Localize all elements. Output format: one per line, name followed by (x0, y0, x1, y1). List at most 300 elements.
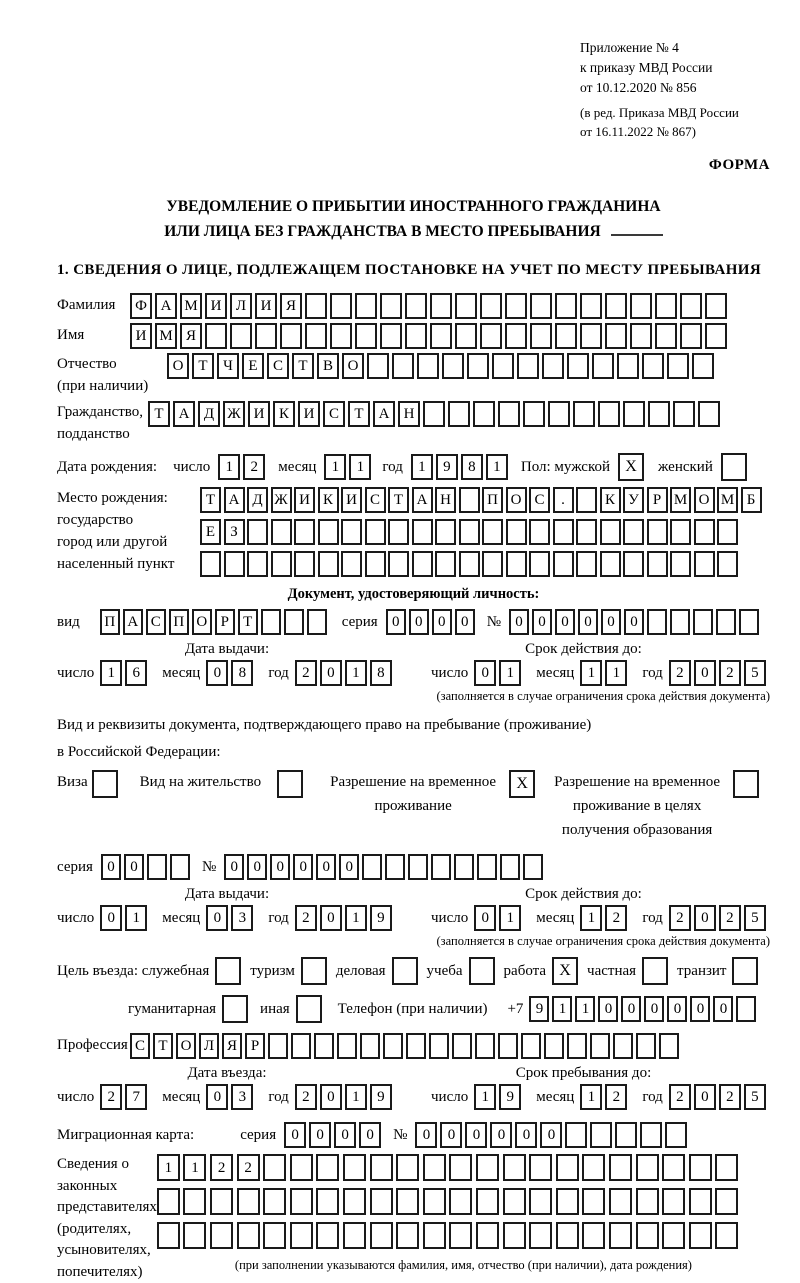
purpose-other-checkbox[interactable] (296, 995, 322, 1023)
char-cell[interactable]: 8 (231, 660, 253, 686)
char-cell[interactable] (449, 1188, 472, 1215)
char-cell[interactable] (263, 1154, 286, 1181)
purpose-study-checkbox[interactable] (469, 957, 495, 985)
char-cell[interactable] (341, 519, 362, 545)
char-cell[interactable] (305, 323, 327, 349)
char-cell[interactable] (365, 551, 386, 577)
char-cell[interactable] (362, 854, 382, 880)
char-cell[interactable]: 0 (690, 996, 710, 1022)
char-cell[interactable] (503, 1188, 526, 1215)
char-cell[interactable] (609, 1222, 632, 1249)
char-cell[interactable] (476, 1154, 499, 1181)
char-cell[interactable] (530, 323, 552, 349)
edu-permit-checkbox[interactable] (733, 770, 759, 798)
char-cell[interactable] (476, 1188, 499, 1215)
char-cell[interactable] (553, 519, 574, 545)
char-cell[interactable] (183, 1222, 206, 1249)
char-cell[interactable]: 7 (125, 1084, 147, 1110)
char-cell[interactable] (556, 1154, 579, 1181)
visa-checkbox[interactable] (92, 770, 118, 798)
char-cell[interactable] (505, 293, 527, 319)
purpose-humanitarian-checkbox[interactable] (222, 995, 248, 1023)
char-cell[interactable] (736, 996, 756, 1022)
char-cell[interactable] (716, 609, 736, 635)
char-cell[interactable]: Е (242, 353, 264, 379)
char-cell[interactable] (417, 353, 439, 379)
char-cell[interactable] (592, 353, 614, 379)
char-cell[interactable] (693, 609, 713, 635)
char-cell[interactable] (367, 353, 389, 379)
char-cell[interactable] (600, 519, 621, 545)
char-cell[interactable] (609, 1154, 632, 1181)
purpose-transit-checkbox[interactable] (732, 957, 758, 985)
char-cell[interactable] (263, 1188, 286, 1215)
char-cell[interactable]: 0 (359, 1122, 381, 1148)
char-cell[interactable]: 0 (293, 854, 313, 880)
char-cell[interactable]: К (318, 487, 339, 513)
char-cell[interactable] (337, 1033, 357, 1059)
char-cell[interactable] (498, 401, 520, 427)
char-cell[interactable] (694, 551, 715, 577)
char-cell[interactable] (435, 519, 456, 545)
char-cell[interactable]: 0 (101, 854, 121, 880)
char-cell[interactable] (670, 551, 691, 577)
char-cell[interactable] (529, 519, 550, 545)
char-cell[interactable]: С (130, 1033, 150, 1059)
char-cell[interactable] (449, 1222, 472, 1249)
char-cell[interactable] (268, 1033, 288, 1059)
char-cell[interactable]: 1 (474, 1084, 496, 1110)
char-cell[interactable]: 1 (100, 660, 122, 686)
char-cell[interactable]: 0 (667, 996, 687, 1022)
char-cell[interactable] (459, 519, 480, 545)
char-cell[interactable]: 0 (415, 1122, 437, 1148)
char-cell[interactable]: Я (180, 323, 202, 349)
sex-female-checkbox[interactable] (721, 453, 747, 481)
char-cell[interactable] (290, 1222, 313, 1249)
char-cell[interactable] (408, 854, 428, 880)
char-cell[interactable] (341, 551, 362, 577)
char-cell[interactable]: 0 (206, 660, 228, 686)
char-cell[interactable]: 2 (295, 660, 317, 686)
char-cell[interactable]: Р (215, 609, 235, 635)
char-cell[interactable] (230, 323, 252, 349)
char-cell[interactable]: 1 (499, 660, 521, 686)
char-cell[interactable] (576, 487, 597, 513)
char-cell[interactable]: Т (192, 353, 214, 379)
char-cell[interactable] (473, 401, 495, 427)
char-cell[interactable]: И (298, 401, 320, 427)
char-cell[interactable] (480, 293, 502, 319)
char-cell[interactable] (521, 1033, 541, 1059)
char-cell[interactable]: Я (222, 1033, 242, 1059)
char-cell[interactable]: 2 (605, 905, 627, 931)
char-cell[interactable]: 1 (411, 454, 433, 480)
char-cell[interactable]: И (294, 487, 315, 513)
char-cell[interactable] (388, 519, 409, 545)
char-cell[interactable]: 2 (669, 1084, 691, 1110)
char-cell[interactable] (680, 323, 702, 349)
char-cell[interactable]: 0 (440, 1122, 462, 1148)
char-cell[interactable]: К (600, 487, 621, 513)
char-cell[interactable]: 2 (669, 905, 691, 931)
char-cell[interactable] (739, 609, 759, 635)
char-cell[interactable]: 0 (598, 996, 618, 1022)
char-cell[interactable] (343, 1188, 366, 1215)
char-cell[interactable] (692, 353, 714, 379)
char-cell[interactable]: 3 (231, 1084, 253, 1110)
char-cell[interactable]: 1 (580, 1084, 602, 1110)
char-cell[interactable] (294, 551, 315, 577)
char-cell[interactable]: В (317, 353, 339, 379)
char-cell[interactable] (412, 551, 433, 577)
char-cell[interactable]: 2 (605, 1084, 627, 1110)
char-cell[interactable] (567, 1033, 587, 1059)
char-cell[interactable]: 0 (224, 854, 244, 880)
char-cell[interactable]: Р (245, 1033, 265, 1059)
char-cell[interactable]: Ф (130, 293, 152, 319)
char-cell[interactable]: Т (292, 353, 314, 379)
char-cell[interactable]: 2 (295, 905, 317, 931)
char-cell[interactable] (505, 323, 527, 349)
char-cell[interactable] (316, 1154, 339, 1181)
char-cell[interactable] (529, 551, 550, 577)
char-cell[interactable]: Ж (223, 401, 245, 427)
char-cell[interactable]: . (553, 487, 574, 513)
char-cell[interactable]: 5 (744, 660, 766, 686)
char-cell[interactable] (482, 551, 503, 577)
char-cell[interactable] (423, 401, 445, 427)
char-cell[interactable]: 0 (320, 1084, 342, 1110)
char-cell[interactable] (396, 1188, 419, 1215)
char-cell[interactable] (506, 519, 527, 545)
char-cell[interactable] (406, 1033, 426, 1059)
char-cell[interactable] (380, 323, 402, 349)
char-cell[interactable] (294, 519, 315, 545)
char-cell[interactable]: 9 (529, 996, 549, 1022)
char-cell[interactable] (636, 1154, 659, 1181)
char-cell[interactable]: Н (398, 401, 420, 427)
char-cell[interactable] (459, 551, 480, 577)
char-cell[interactable]: П (482, 487, 503, 513)
char-cell[interactable] (330, 293, 352, 319)
char-cell[interactable]: 0 (474, 905, 496, 931)
char-cell[interactable] (442, 353, 464, 379)
purpose-business-checkbox[interactable] (392, 957, 418, 985)
char-cell[interactable]: 1 (345, 1084, 367, 1110)
char-cell[interactable] (689, 1188, 712, 1215)
char-cell[interactable] (529, 1222, 552, 1249)
char-cell[interactable] (455, 293, 477, 319)
char-cell[interactable] (665, 1122, 687, 1148)
char-cell[interactable] (365, 519, 386, 545)
char-cell[interactable] (667, 353, 689, 379)
char-cell[interactable]: 0 (432, 609, 452, 635)
char-cell[interactable]: 0 (309, 1122, 331, 1148)
char-cell[interactable]: П (100, 609, 120, 635)
char-cell[interactable] (430, 293, 452, 319)
char-cell[interactable]: Л (199, 1033, 219, 1059)
char-cell[interactable] (530, 293, 552, 319)
char-cell[interactable] (555, 293, 577, 319)
char-cell[interactable] (355, 323, 377, 349)
char-cell[interactable] (147, 854, 167, 880)
char-cell[interactable] (659, 1033, 679, 1059)
char-cell[interactable] (542, 353, 564, 379)
char-cell[interactable]: Р (647, 487, 668, 513)
char-cell[interactable] (380, 293, 402, 319)
char-cell[interactable] (623, 519, 644, 545)
char-cell[interactable] (224, 551, 245, 577)
char-cell[interactable] (459, 487, 480, 513)
char-cell[interactable] (670, 519, 691, 545)
char-cell[interactable]: 0 (694, 905, 716, 931)
char-cell[interactable] (698, 401, 720, 427)
char-cell[interactable]: Т (153, 1033, 173, 1059)
char-cell[interactable]: О (342, 353, 364, 379)
char-cell[interactable]: А (123, 609, 143, 635)
char-cell[interactable]: О (192, 609, 212, 635)
char-cell[interactable] (307, 609, 327, 635)
char-cell[interactable]: Л (230, 293, 252, 319)
char-cell[interactable]: 6 (125, 660, 147, 686)
char-cell[interactable]: 0 (270, 854, 290, 880)
char-cell[interactable] (405, 293, 427, 319)
char-cell[interactable] (482, 519, 503, 545)
char-cell[interactable]: И (248, 401, 270, 427)
char-cell[interactable] (503, 1222, 526, 1249)
char-cell[interactable] (680, 293, 702, 319)
char-cell[interactable] (576, 551, 597, 577)
char-cell[interactable] (717, 551, 738, 577)
char-cell[interactable]: О (167, 353, 189, 379)
char-cell[interactable]: 2 (719, 660, 741, 686)
char-cell[interactable]: М (155, 323, 177, 349)
char-cell[interactable]: 0 (644, 996, 664, 1022)
char-cell[interactable]: М (670, 487, 691, 513)
purpose-official-checkbox[interactable] (215, 957, 241, 985)
char-cell[interactable] (673, 401, 695, 427)
purpose-private-checkbox[interactable] (642, 957, 668, 985)
char-cell[interactable] (237, 1222, 260, 1249)
char-cell[interactable] (636, 1188, 659, 1215)
char-cell[interactable] (480, 323, 502, 349)
purpose-work-checkbox[interactable]: X (552, 957, 578, 985)
char-cell[interactable]: 8 (461, 454, 483, 480)
char-cell[interactable] (636, 1222, 659, 1249)
char-cell[interactable] (670, 609, 690, 635)
char-cell[interactable] (717, 519, 738, 545)
char-cell[interactable]: 1 (605, 660, 627, 686)
char-cell[interactable] (430, 323, 452, 349)
char-cell[interactable] (423, 1154, 446, 1181)
char-cell[interactable] (290, 1188, 313, 1215)
char-cell[interactable] (642, 353, 664, 379)
char-cell[interactable] (305, 293, 327, 319)
char-cell[interactable] (617, 353, 639, 379)
char-cell[interactable] (157, 1222, 180, 1249)
char-cell[interactable] (715, 1222, 738, 1249)
char-cell[interactable]: 1 (345, 905, 367, 931)
char-cell[interactable]: 2 (210, 1154, 233, 1181)
char-cell[interactable]: К (273, 401, 295, 427)
char-cell[interactable] (580, 323, 602, 349)
char-cell[interactable]: З (224, 519, 245, 545)
char-cell[interactable]: 0 (334, 1122, 356, 1148)
char-cell[interactable]: 1 (575, 996, 595, 1022)
char-cell[interactable]: 0 (339, 854, 359, 880)
char-cell[interactable] (431, 854, 451, 880)
char-cell[interactable]: 0 (465, 1122, 487, 1148)
char-cell[interactable] (590, 1122, 612, 1148)
char-cell[interactable] (630, 323, 652, 349)
char-cell[interactable]: А (173, 401, 195, 427)
char-cell[interactable] (590, 1033, 610, 1059)
char-cell[interactable] (555, 323, 577, 349)
char-cell[interactable] (237, 1188, 260, 1215)
char-cell[interactable] (423, 1188, 446, 1215)
char-cell[interactable]: 9 (370, 1084, 392, 1110)
char-cell[interactable]: 1 (349, 454, 371, 480)
char-cell[interactable]: 9 (370, 905, 392, 931)
char-cell[interactable] (647, 519, 668, 545)
char-cell[interactable] (271, 519, 292, 545)
char-cell[interactable] (630, 293, 652, 319)
char-cell[interactable] (582, 1154, 605, 1181)
char-cell[interactable]: 1 (552, 996, 572, 1022)
char-cell[interactable] (623, 551, 644, 577)
char-cell[interactable]: 0 (490, 1122, 512, 1148)
char-cell[interactable] (247, 519, 268, 545)
char-cell[interactable] (609, 1188, 632, 1215)
char-cell[interactable]: О (694, 487, 715, 513)
char-cell[interactable] (613, 1033, 633, 1059)
char-cell[interactable]: Д (247, 487, 268, 513)
char-cell[interactable] (476, 1222, 499, 1249)
char-cell[interactable]: С (529, 487, 550, 513)
char-cell[interactable] (467, 353, 489, 379)
char-cell[interactable]: 8 (370, 660, 392, 686)
char-cell[interactable]: О (506, 487, 527, 513)
char-cell[interactable]: 1 (324, 454, 346, 480)
char-cell[interactable]: 0 (409, 609, 429, 635)
char-cell[interactable] (582, 1188, 605, 1215)
char-cell[interactable] (573, 401, 595, 427)
char-cell[interactable]: 0 (540, 1122, 562, 1148)
char-cell[interactable]: 2 (719, 905, 741, 931)
char-cell[interactable] (183, 1188, 206, 1215)
char-cell[interactable]: 9 (436, 454, 458, 480)
char-cell[interactable]: 0 (713, 996, 733, 1022)
char-cell[interactable]: 0 (694, 660, 716, 686)
char-cell[interactable] (565, 1122, 587, 1148)
char-cell[interactable]: 0 (515, 1122, 537, 1148)
char-cell[interactable]: 0 (320, 660, 342, 686)
char-cell[interactable]: 0 (621, 996, 641, 1022)
char-cell[interactable]: М (180, 293, 202, 319)
char-cell[interactable] (500, 854, 520, 880)
char-cell[interactable]: С (323, 401, 345, 427)
char-cell[interactable] (370, 1222, 393, 1249)
char-cell[interactable] (261, 609, 281, 635)
char-cell[interactable]: 0 (124, 854, 144, 880)
char-cell[interactable] (396, 1154, 419, 1181)
char-cell[interactable] (449, 1154, 472, 1181)
char-cell[interactable]: А (412, 487, 433, 513)
char-cell[interactable]: 9 (499, 1084, 521, 1110)
char-cell[interactable] (247, 551, 268, 577)
char-cell[interactable] (284, 609, 304, 635)
char-cell[interactable] (492, 353, 514, 379)
char-cell[interactable] (640, 1122, 662, 1148)
char-cell[interactable] (715, 1154, 738, 1181)
char-cell[interactable] (370, 1154, 393, 1181)
char-cell[interactable] (655, 323, 677, 349)
char-cell[interactable] (360, 1033, 380, 1059)
char-cell[interactable] (200, 551, 221, 577)
char-cell[interactable]: 2 (100, 1084, 122, 1110)
char-cell[interactable]: 1 (580, 905, 602, 931)
char-cell[interactable]: 0 (316, 854, 336, 880)
char-cell[interactable] (548, 401, 570, 427)
char-cell[interactable] (271, 551, 292, 577)
char-cell[interactable]: 0 (694, 1084, 716, 1110)
char-cell[interactable]: 0 (532, 609, 552, 635)
sex-male-checkbox[interactable]: X (618, 453, 644, 481)
char-cell[interactable]: 3 (231, 905, 253, 931)
char-cell[interactable]: 1 (486, 454, 508, 480)
char-cell[interactable] (694, 519, 715, 545)
char-cell[interactable] (435, 551, 456, 577)
char-cell[interactable]: 0 (555, 609, 575, 635)
char-cell[interactable] (647, 609, 667, 635)
char-cell[interactable] (263, 1222, 286, 1249)
char-cell[interactable] (318, 551, 339, 577)
char-cell[interactable] (385, 854, 405, 880)
char-cell[interactable]: 1 (580, 660, 602, 686)
char-cell[interactable] (605, 293, 627, 319)
char-cell[interactable] (529, 1154, 552, 1181)
char-cell[interactable] (689, 1222, 712, 1249)
char-cell[interactable] (392, 353, 414, 379)
char-cell[interactable]: И (205, 293, 227, 319)
char-cell[interactable]: 0 (386, 609, 406, 635)
char-cell[interactable] (477, 854, 497, 880)
char-cell[interactable] (412, 519, 433, 545)
char-cell[interactable] (715, 1188, 738, 1215)
char-cell[interactable] (580, 293, 602, 319)
char-cell[interactable]: 0 (601, 609, 621, 635)
char-cell[interactable]: 0 (284, 1122, 306, 1148)
char-cell[interactable]: 2 (237, 1154, 260, 1181)
char-cell[interactable]: 0 (320, 905, 342, 931)
char-cell[interactable] (598, 401, 620, 427)
char-cell[interactable]: Т (388, 487, 409, 513)
char-cell[interactable] (600, 551, 621, 577)
char-cell[interactable]: 0 (624, 609, 644, 635)
char-cell[interactable] (388, 551, 409, 577)
char-cell[interactable] (662, 1154, 685, 1181)
char-cell[interactable] (290, 1154, 313, 1181)
purpose-tourism-checkbox[interactable] (301, 957, 327, 985)
char-cell[interactable]: И (130, 323, 152, 349)
char-cell[interactable] (662, 1222, 685, 1249)
char-cell[interactable] (157, 1188, 180, 1215)
char-cell[interactable] (210, 1222, 233, 1249)
char-cell[interactable]: Т (348, 401, 370, 427)
char-cell[interactable] (291, 1033, 311, 1059)
char-cell[interactable]: 1 (183, 1154, 206, 1181)
